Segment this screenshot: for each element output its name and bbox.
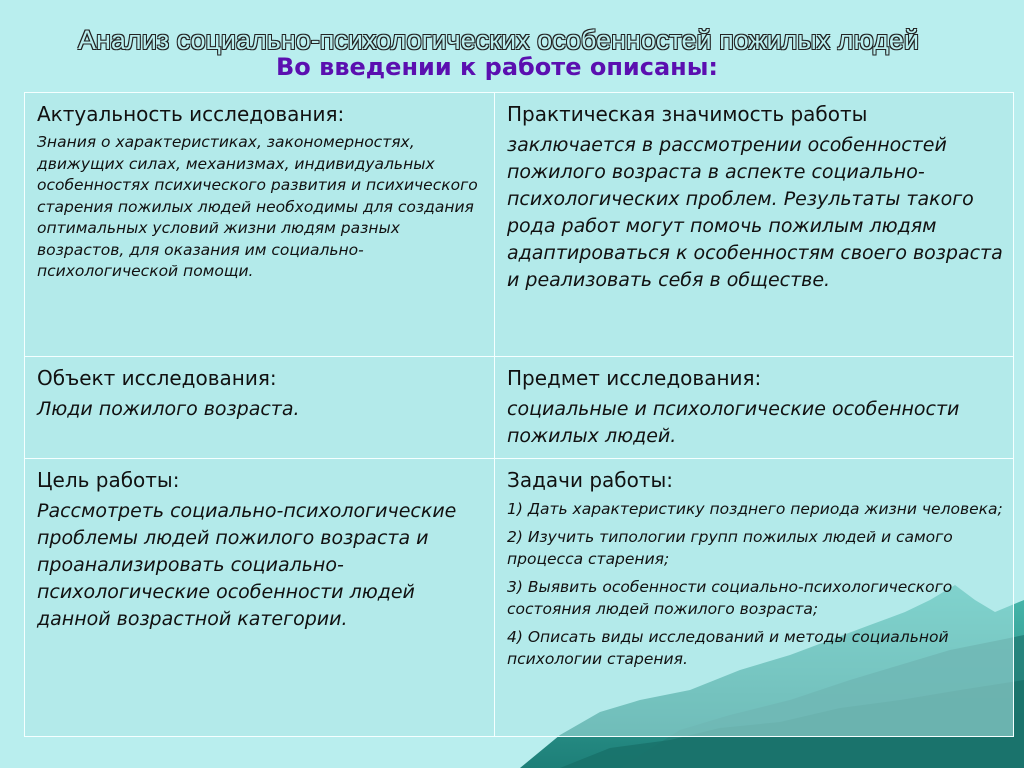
intro-table — [24, 92, 1014, 737]
object-heading: Объект исследования: — [37, 366, 277, 390]
table-row — [25, 459, 1014, 737]
list-item: 4) Описать виды исследований и методы социальной психологии старения. — [507, 628, 949, 668]
cell-tasks — [495, 459, 1014, 737]
goal-heading: Цель работы: — [37, 468, 180, 492]
relevance-heading: Актуальность исследования: — [37, 102, 345, 126]
slide-subtitle: Во введении к работе описаны: — [276, 53, 719, 81]
subject-heading: Предмет исследования: — [507, 366, 762, 390]
list-item: 3) Выявить особенности социально-психологического состояния людей пожилого возраста; — [507, 578, 953, 618]
slide-title: Анализ социально-психологических особенностей пожилых людей — [78, 25, 919, 55]
significance-text: заключается в рассмотрении особенностей пожилого возраста в аспекте социально-психологических проблем. Результаты такого рода работ могут помочь пожилым людям адаптироваться к особенностям своего возраста и реализовать себя в обществе. — [507, 134, 1003, 291]
list-item: 2) Изучить типологии групп пожилых людей и самого процесса старения; — [507, 528, 953, 568]
cell-object — [25, 357, 495, 459]
cell-relevance — [25, 93, 495, 357]
table-row — [25, 357, 1014, 459]
goal-text: Рассмотреть социально-психологические проблемы людей пожилого возраста и проанализировать социально-психологические особенности людей данной возрастной категории. — [37, 500, 457, 630]
significance-heading: Практическая значимость работы — [507, 102, 868, 126]
table-row — [25, 93, 1014, 357]
cell-significance — [495, 93, 1014, 357]
subject-text: социальные и психологические особенности пожилых людей. — [507, 398, 960, 447]
relevance-text: Знания о характеристиках, закономерностях, движущих силах, механизмах, индивидуальных особенностях психического развития и психического старения пожилых людей необходимы для создания оптимальных условий жизни людям разных возрастов, для оказания им социально-психологической помощи. — [37, 133, 478, 280]
list-item: 1) Дать характеристику позднего периода жизни человека; — [507, 500, 1003, 518]
cell-goal — [25, 459, 495, 737]
object-text: Люди пожилого возраста. — [37, 398, 300, 420]
tasks-heading: Задачи работы: — [507, 468, 674, 492]
cell-subject — [495, 357, 1014, 459]
